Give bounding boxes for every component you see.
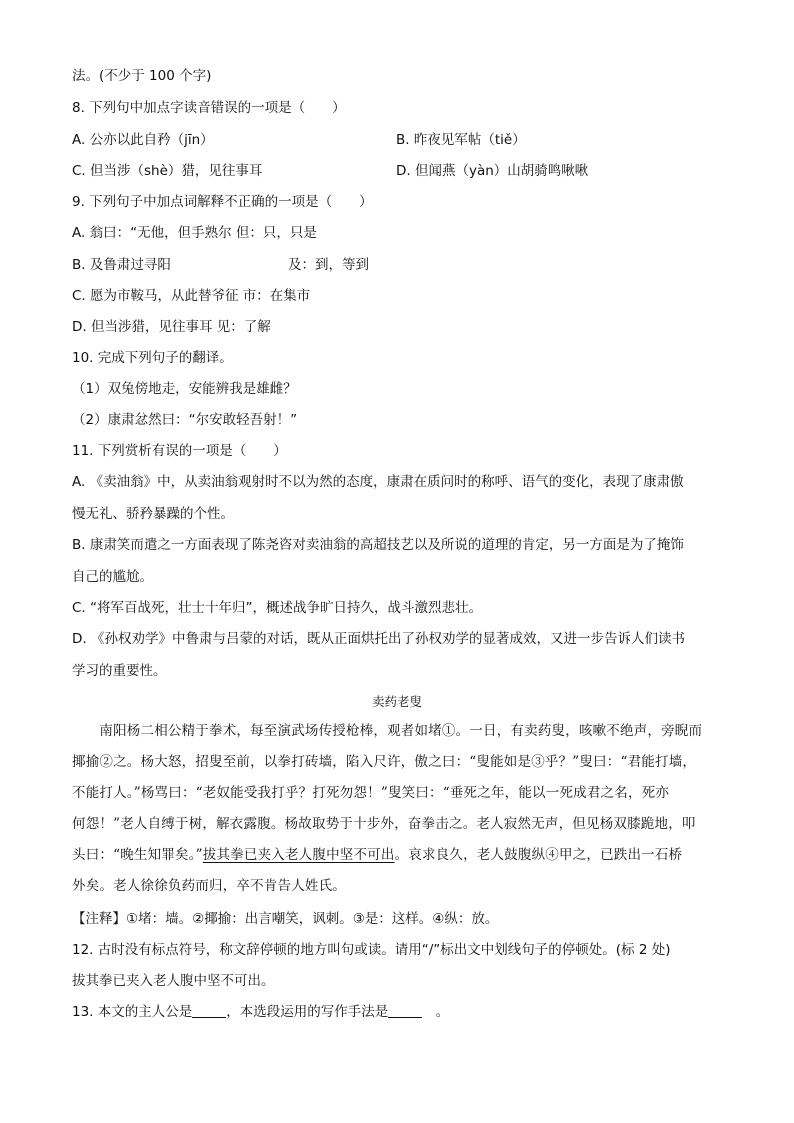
answer-blank-2[interactable] (388, 1005, 422, 1018)
q11-option-a-line1: A. 《卖油翁》中，从卖油翁观射时不以为然的态度，康肃在质问时的称呼、语气的变化，表现了康肃傲 (72, 474, 684, 490)
q11-option-d-line2: 学习的重要性。 (72, 663, 167, 679)
previous-question-tail: 法。(不少于 100 个字) (72, 68, 212, 84)
q12-sentence: 拔其拳已夹入老人腹中坚不可出。 (72, 973, 275, 989)
q10-stem: 10. 完成下列句子的翻译。 (72, 350, 233, 366)
q11-option-d-line1: D. 《孙权劝学》中鲁肃与吕蒙的对话，既从正面烘托出了孙权劝学的显著成效，又进一步告诉人们读书 (72, 631, 685, 647)
q11-option-c: C. “将军百战死，壮士十年归”，概述战争旷日持久，战斗激烈悲壮。 (72, 600, 482, 616)
q9-option-a: A. 翁曰：“无他，但手熟尔 但：只，只是 (72, 225, 317, 241)
q8-option-a: A. 公亦以此自矜（jīn） (72, 132, 214, 148)
q11-option-b-line1: B. 康肃笑而遣之一方面表现了陈尧咨对卖油翁的高超技艺以及所说的道理的肯定，另一方面是为了掩饰 (72, 537, 684, 553)
q9-stem: 9. 下列句子中加点词解释不正确的一项是（ ） (72, 194, 373, 210)
q11-option-a-line2: 慢无礼、骄矜暴躁的个性。 (72, 506, 234, 522)
annotation-notes: 【注释】①堵：墙。②揶揄：出言嘲笑，讽刺。③是：这样。④纵：放。 (72, 911, 499, 927)
passage-line-5-pre: 头曰：“晚生知罪矣。” (72, 847, 203, 863)
q13-part1: 13. 本文的主人公是 (72, 1004, 193, 1020)
q9-option-d: D. 但当涉猎，见往事耳 见：了解 (72, 319, 271, 335)
passage-line-5 (72, 846, 682, 864)
q8-option-b: B. 昨夜见军帖（tiě） (396, 132, 526, 148)
passage-title: 卖药老叟 (371, 694, 422, 709)
passage-line-4: 何怨！”老人自缚于树，解衣露腹。杨故取势于十步外，奋拳击之。老人寂然无声，但见杨双膝跪地，叩 (72, 816, 696, 832)
q9-option-c: C. 愿为市鞍马，从此替爷征 市：在集市 (72, 288, 311, 304)
question-13 (72, 1003, 449, 1021)
q10-sentence-2: （2）康肃忿然曰：“尔安敢轻吾射！” (72, 412, 298, 428)
q11-option-b-line2: 自己的尴尬。 (72, 569, 153, 585)
underlined-sentence: 拔其拳已夹入老人腹中坚不可出 (202, 847, 395, 863)
answer-blank-1[interactable] (192, 1005, 226, 1018)
q13-part2: ，本选段运用的写作手法是 (226, 1004, 389, 1020)
passage-line-6: 外矣。老人徐徐负药而归，卒不肯告人姓氏。 (72, 878, 346, 894)
q11-stem: 11. 下列赏析有误的一项是（ ） (72, 443, 287, 459)
q8-option-d: D. 但闻燕（yàn）山胡骑鸣啾啾 (396, 163, 589, 179)
passage-line-1: 南阳杨二相公精于拳术，每至演武场传授枪棒，观者如堵①。一日，有卖药叟，咳嗽不绝声，旁睨而 (72, 723, 703, 739)
passage-line-5-post: 。哀求良久，老人鼓腹纵④甲之，已跌出一石桥 (394, 847, 683, 863)
q8-stem: 8. 下列句中加点字读音错误的一项是（ ） (72, 100, 346, 116)
q10-sentence-1: （1）双兔傍地走，安能辨我是雄雌？ (72, 381, 297, 397)
q12-stem: 12. 古时没有标点符号，称文辞停顿的地方叫句或读。请用“/”标出文中划线句子的停顿处。(标 2 处) (72, 942, 671, 958)
q9-option-b-gloss: 及：到，等到 (288, 257, 369, 273)
q8-option-c: C. 但当涉（shè）猎，见往事耳 (72, 163, 263, 179)
q13-part3: 。 (422, 1004, 450, 1020)
q9-option-b-sentence: B. 及鲁肃过寻阳 (72, 257, 171, 273)
passage-line-2: 揶揄②之。杨大怒，招叟至前，以拳打砖墙，陷入尺许，傲之曰：“叟能如是③乎？”叟曰：“君能打墙， (72, 754, 697, 770)
passage-line-3: 不能打人。”杨骂曰：“老奴能受我打乎？打死勿怨！”叟笑曰：“垂死之年，能以一死成君之名，死亦 (72, 785, 670, 801)
